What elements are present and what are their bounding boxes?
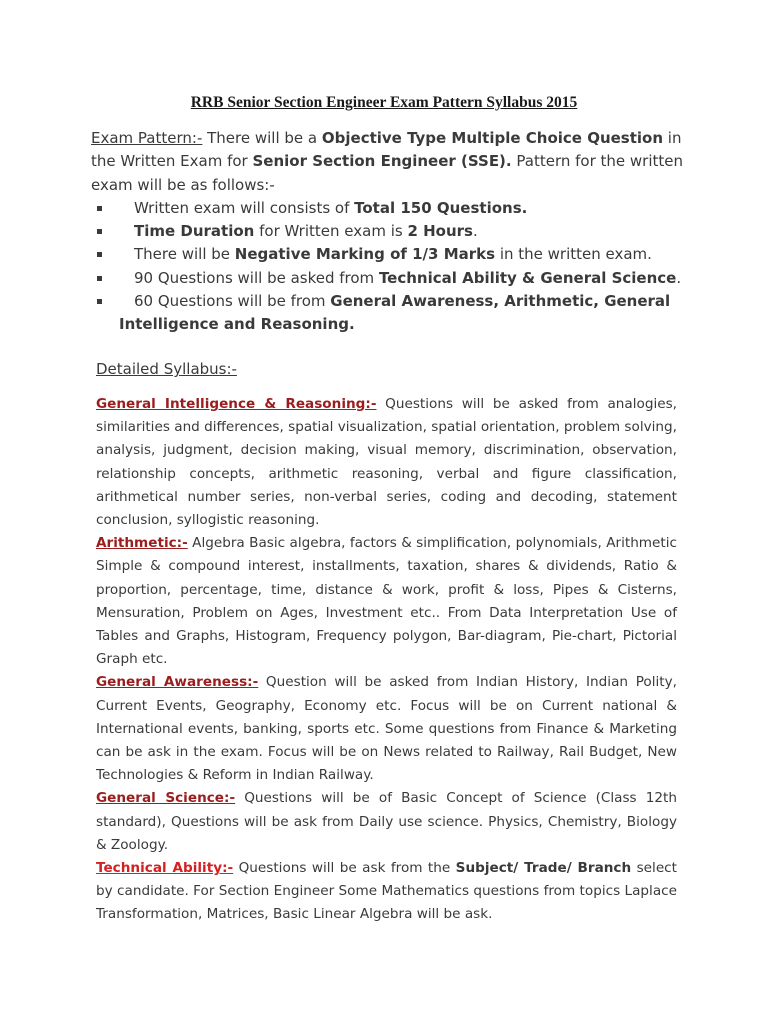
bullet-icon — [97, 206, 102, 211]
section-heading: Technical Ability:- — [96, 860, 234, 877]
exam-pattern-paragraph — [91, 127, 691, 197]
bullet-text: in the written exam. — [495, 245, 652, 264]
bullet-bold: Total 150 Questions. — [354, 198, 528, 217]
syllabus-sections — [96, 393, 677, 927]
bullet-icon — [97, 229, 102, 234]
section-heading: General Intelligence & Reasoning:- — [96, 396, 377, 412]
exam-pattern-text-2: in the Written Exam for — [91, 129, 682, 171]
section-general-intelligence — [96, 393, 677, 532]
bullet-text: Written exam will consists of — [134, 198, 355, 217]
detailed-syllabus-heading: Detailed Syllabus:- — [96, 360, 237, 378]
section-general-awareness — [96, 671, 677, 787]
section-technical-ability — [96, 857, 677, 927]
section-arithmetic — [96, 532, 677, 671]
bullet-icon — [97, 276, 102, 281]
section-heading: General Science:- — [96, 790, 236, 807]
bullet-text: . — [472, 222, 478, 241]
list-item — [91, 290, 691, 337]
bullet-bold: Technical Ability & General Science — [378, 268, 677, 287]
bullet-icon — [97, 252, 102, 257]
bullet-bold: Time Duration — [134, 222, 255, 241]
bullet-icon — [97, 299, 102, 304]
exam-pattern-text-1: There will be a — [202, 129, 322, 147]
bullet-text: There will be — [134, 245, 235, 264]
section-body: Questions will be ask from the — [233, 860, 456, 877]
exam-pattern-bold-2: Senior Section Engineer (SSE). — [252, 152, 512, 171]
bullet-bold: General Awareness, Arithmetic, General Intelligence and Reasoning. — [119, 292, 671, 334]
section-heading: Arithmetic:- — [96, 535, 188, 552]
bullet-text: for Written exam is — [254, 222, 408, 241]
list-item — [91, 197, 691, 220]
section-heading: General Awareness:- — [96, 674, 259, 691]
page-title: RRB Senior Section Engineer Exam Pattern Syllabus 2015 — [190, 94, 578, 111]
list-item — [91, 267, 691, 290]
bullet-text: 90 Questions will be asked from — [134, 268, 379, 287]
list-item — [91, 220, 691, 243]
section-body: select by candidate. For Section Engineer Some Mathematics questions from topics Laplace Transformation, Matrices, Basic Linear Algebra will be ask. — [96, 860, 677, 923]
exam-pattern-list — [91, 197, 691, 337]
exam-pattern-text-3: Pattern for the written exam will be as follows:- — [91, 152, 684, 194]
exam-pattern-bold-1: Objective Type Multiple Choice Question — [321, 129, 664, 147]
section-body: Questions will be asked from analogies, similarities and differences, spatial visualization, spatial orientation, problem solving, analysis, judgment, decision making, visual memory, discrimination, observation, relationship concepts, arithmetic reasoning, verbal and figure classification, arithmetical number series, non-verbal series, coding and decoding, statement conclusion, syllogistic reasoning. — [96, 396, 677, 529]
section-body-bold: Subject/ Trade/ Branch — [455, 860, 632, 877]
list-item — [91, 243, 691, 266]
section-body: Algebra Basic algebra, factors & simplification, polynomials, Arithmetic Simple & compound interest, installments, taxation, shares & dividends, Ratio & proportion, percentage, time, distance & work, profit & loss, Pipes & Cisterns, Mensuration, Problem on Ages, Investment etc.. From Data Interpretation Use of Tables and Graphs, Histogram, Frequency polygon, Bar-diagram, Pie-chart, Pictorial Graph etc. — [96, 535, 677, 668]
exam-pattern-section — [91, 127, 691, 337]
bullet-bold: 2 Hours — [407, 222, 473, 241]
bullet-text: 60 Questions will be from — [134, 292, 331, 311]
section-general-science — [96, 787, 677, 857]
bullet-text: . — [676, 268, 682, 287]
section-body: Questions will be of Basic Concept of Science (Class 12th standard), Questions will be ask from Daily use science. Physics, Chemistry, Biology & Zoology. — [96, 790, 677, 853]
section-body: Question will be asked from Indian History, Indian Polity, Current Events, Geography, Economy etc. Focus will be on Current national & International events, banking, sports etc. Some questions from Finance & Marketing can be ask in the exam. Focus will be on News related to Railway, Rail Budget, New Technologies & Reform in Indian Railway. — [96, 674, 677, 784]
bullet-bold: Negative Marking of 1/3 Marks — [234, 245, 496, 264]
exam-pattern-heading: Exam Pattern:- — [91, 129, 203, 147]
